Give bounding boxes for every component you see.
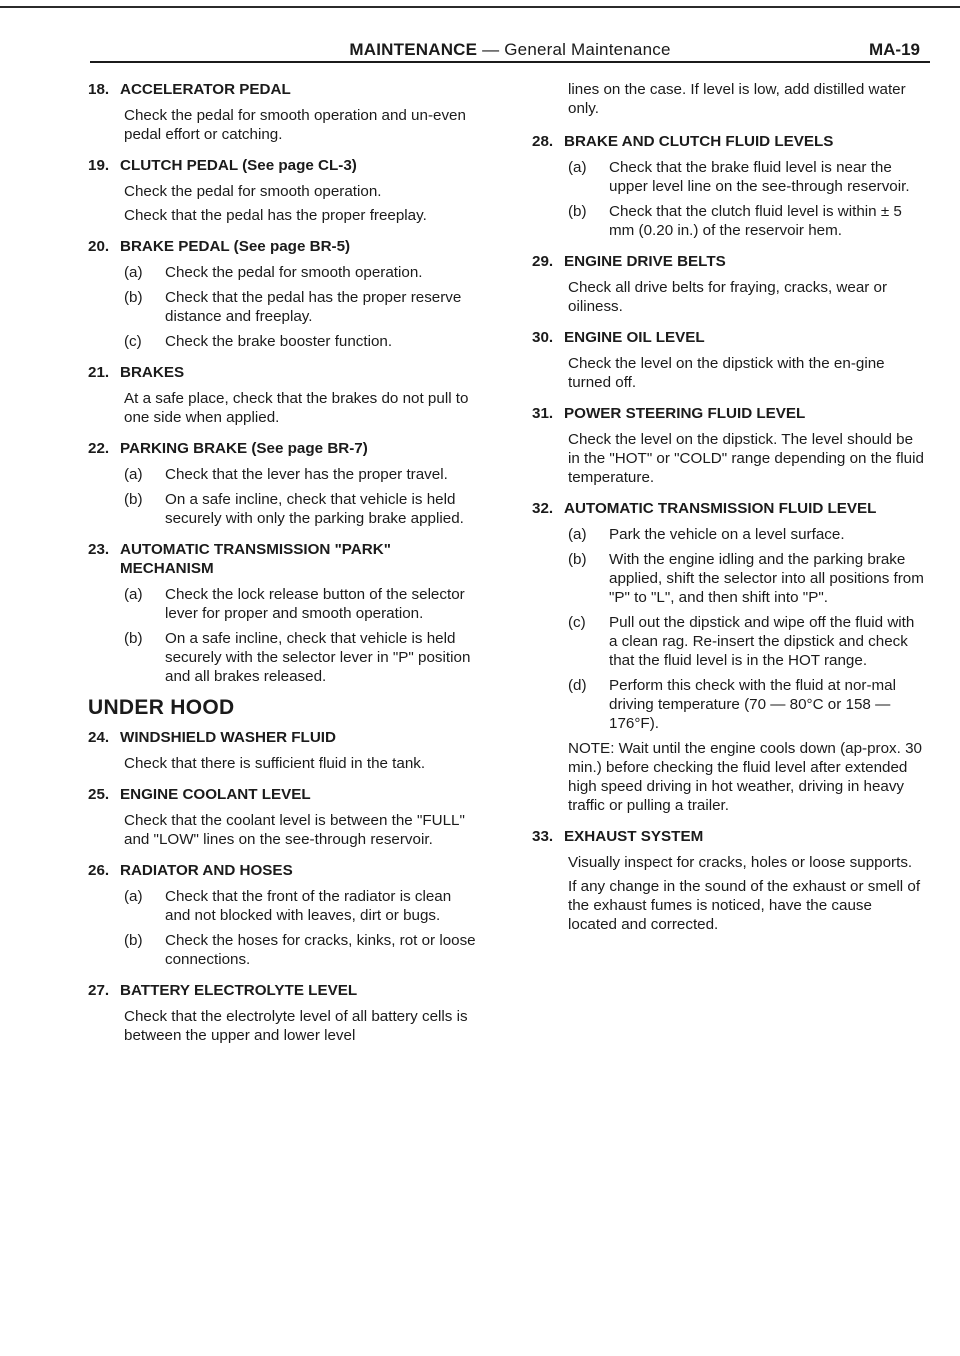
item-number: 29.	[532, 253, 554, 270]
item-heading	[88, 156, 480, 175]
procedure-item	[532, 827, 924, 934]
sub-step-label: (a)	[124, 466, 143, 483]
sub-step	[568, 676, 924, 733]
item-title: EXHAUST SYSTEM	[564, 828, 704, 845]
item-heading	[88, 981, 480, 1000]
item-number: 24.	[88, 729, 110, 746]
top-border-line	[0, 6, 960, 8]
sub-step-label: (d)	[568, 677, 587, 694]
sub-step	[124, 465, 480, 484]
item-number: 31.	[532, 405, 554, 422]
sub-step-text: Check that the brake fluid level is near the upper level line on the see-through reservoir.	[609, 159, 910, 195]
sub-step	[568, 550, 924, 607]
sub-step	[124, 490, 480, 528]
note-text: NOTE: Wait until the engine cools down (ap-prox. 30 min.) before checking the fluid level after extended high speed driving in hot weather, driving in heavy traffic or pulling a trailer.	[568, 740, 922, 814]
item-title: ENGINE DRIVE BELTS	[564, 253, 726, 270]
item-title: ACCELERATOR PEDAL	[120, 81, 291, 98]
section-heading: UNDER HOOD	[88, 696, 235, 719]
item-heading	[88, 728, 480, 747]
item-text: Check all drive belts for fraying, cracks, wear or oiliness.	[568, 279, 888, 315]
item-heading	[532, 328, 924, 347]
item-text: Check the level on the dipstick. The level should be in the "HOT" or "COLD" range depending on the fluid temperature.	[568, 431, 924, 486]
sub-step-text: Check that the lever has the proper travel.	[165, 466, 448, 483]
sub-step-label: (a)	[568, 159, 587, 176]
procedure-item	[532, 499, 924, 815]
item-text: Check that the coolant level is between the "FULL" and "LOW" lines on the see-through reservoir.	[124, 812, 465, 848]
item-heading	[532, 404, 924, 423]
item-text: Visually inspect for cracks, holes or loose supports.	[568, 854, 913, 871]
sub-step-label: (a)	[124, 264, 143, 281]
item-number: 22.	[88, 440, 110, 457]
sub-step-text: Check the lock release button of the selector lever for proper and smooth operation.	[165, 586, 465, 622]
sub-step	[124, 332, 480, 351]
item-title: AUTOMATIC TRANSMISSION "PARK" MECHANISM	[120, 541, 391, 577]
page-header	[90, 38, 930, 64]
item-number: 26.	[88, 862, 110, 879]
sub-step	[124, 887, 480, 925]
procedure-item	[88, 363, 480, 427]
sub-step-text: Check that the clutch fluid level is within ± 5 mm (0.20 in.) of the reservoir hem.	[609, 203, 902, 239]
sub-step-text: Check the brake booster function.	[165, 333, 393, 350]
item-title: RADIATOR AND HOSES	[120, 862, 293, 879]
header-title	[90, 40, 930, 60]
item-title: WINDSHIELD WASHER FLUID	[120, 729, 336, 746]
procedure-item	[532, 404, 924, 487]
sub-step	[568, 158, 924, 196]
procedure-item	[88, 728, 480, 773]
item-title: POWER STEERING FLUID LEVEL	[564, 405, 806, 422]
sub-step-label: (b)	[124, 630, 143, 647]
procedure-item	[532, 252, 924, 316]
item-heading	[88, 785, 480, 804]
procedure-item	[88, 785, 480, 849]
sub-step-label: (a)	[124, 586, 143, 603]
sub-step	[568, 525, 924, 544]
procedure-item	[88, 540, 480, 686]
item-number: 32.	[532, 500, 554, 517]
sub-step-label: (b)	[568, 203, 587, 220]
item-text: At a safe place, check that the brakes do not pull to one side when applied.	[124, 390, 469, 426]
item-heading	[532, 499, 924, 518]
item-number: 19.	[88, 157, 110, 174]
procedure-item	[88, 861, 480, 969]
sub-step-text: On a safe incline, check that vehicle is held securely with the selector lever in "P" position and all brakes released.	[165, 630, 471, 685]
item-text: If any change in the sound of the exhaust or smell of the exhaust fumes is noticed, have the cause located and corrected.	[568, 878, 921, 933]
item-title: BRAKE AND CLUTCH FLUID LEVELS	[564, 133, 834, 150]
sub-step-text: Check that the front of the radiator is clean and not blocked with leaves, dirt or bugs.	[165, 888, 452, 924]
procedure-item	[88, 981, 480, 1045]
sub-step-label: (b)	[124, 491, 143, 508]
sub-step-label: (b)	[568, 551, 587, 568]
item-title: PARKING BRAKE (See page BR-7)	[120, 440, 368, 457]
item-heading	[88, 861, 480, 880]
item-title: ENGINE COOLANT LEVEL	[120, 786, 311, 803]
item-title: ENGINE OIL LEVEL	[564, 329, 705, 346]
right-column	[532, 80, 924, 946]
item-title: BRAKES	[120, 364, 185, 381]
sub-step	[124, 629, 480, 686]
sub-step	[124, 585, 480, 623]
continued-text: lines on the case. If level is low, add distilled water only.	[568, 81, 906, 117]
sub-step-text: With the engine idling and the parking brake applied, shift the selector into all positions from "P" to "L", and then shift into "P".	[609, 551, 924, 606]
sub-step-text: Park the vehicle on a level surface.	[609, 526, 845, 543]
item-heading	[532, 132, 924, 151]
procedure-item	[88, 80, 480, 144]
sub-step	[124, 288, 480, 326]
item-title: CLUTCH PEDAL (See page CL-3)	[120, 157, 357, 174]
sub-step-label: (a)	[124, 888, 143, 905]
sub-step	[124, 931, 480, 969]
item-heading	[88, 540, 480, 578]
procedure-item	[532, 328, 924, 392]
procedure-item	[88, 439, 480, 528]
sub-step-label: (c)	[568, 614, 586, 631]
item-text: Check the pedal for smooth operation and un-even pedal effort or catching.	[124, 107, 466, 143]
item-heading	[88, 439, 480, 458]
item-heading	[88, 237, 480, 256]
left-column	[88, 80, 480, 1057]
item-number: 20.	[88, 238, 110, 255]
sub-step-label: (c)	[124, 333, 142, 350]
item-number: 28.	[532, 133, 554, 150]
item-title: AUTOMATIC TRANSMISSION FLUID LEVEL	[564, 500, 877, 517]
item-number: 30.	[532, 329, 554, 346]
sub-step-text: Pull out the dipstick and wipe off the fluid with a clean rag. Re-insert the dipstick and check that the fluid level is in the HOT range.	[609, 614, 915, 669]
item-text: Check the level on the dipstick with the en-gine turned off.	[568, 355, 885, 391]
sub-step-text: Check the pedal for smooth operation.	[165, 264, 423, 281]
item-title: BATTERY ELECTROLYTE LEVEL	[120, 982, 358, 999]
procedure-item	[88, 156, 480, 225]
sub-step-label: (b)	[124, 289, 143, 306]
header-subsection: — General Maintenance	[482, 40, 671, 59]
item-text: Check that there is sufficient fluid in the tank.	[124, 755, 426, 772]
sub-step-text: Check that the pedal has the proper reserve distance and freeplay.	[165, 289, 462, 325]
procedure-item	[88, 237, 480, 351]
item-heading	[88, 80, 480, 99]
procedure-item	[532, 132, 924, 240]
item-text: Check that the electrolyte level of all battery cells is between the upper and lower level	[124, 1008, 468, 1044]
item-heading	[88, 363, 480, 382]
sub-step-text: On a safe incline, check that vehicle is held securely with only the parking brake applied.	[165, 491, 464, 527]
sub-step-text: Check the hoses for cracks, kinks, rot or loose connections.	[165, 932, 476, 968]
item-number: 27.	[88, 982, 110, 999]
item-text: Check the pedal for smooth operation.	[124, 183, 382, 200]
header-section: MAINTENANCE	[349, 40, 478, 59]
item-heading	[532, 827, 924, 846]
item-number: 25.	[88, 786, 110, 803]
item-number: 23.	[88, 541, 110, 558]
item-number: 21.	[88, 364, 110, 381]
sub-step-label: (a)	[568, 526, 587, 543]
sub-step	[568, 613, 924, 670]
sub-step	[124, 263, 480, 282]
sub-step-label: (b)	[124, 932, 143, 949]
item-number: 18.	[88, 81, 110, 98]
sub-step	[568, 202, 924, 240]
sub-step-text: Perform this check with the fluid at nor-mal driving temperature (70 — 80°C or 158 — 176°F).	[609, 677, 896, 732]
item-text: Check that the pedal has the proper freeplay.	[124, 207, 427, 224]
item-heading	[532, 252, 924, 271]
page-number: MA-19	[868, 40, 920, 59]
item-number: 33.	[532, 828, 554, 845]
header-rule	[90, 61, 930, 63]
item-title: BRAKE PEDAL (See page BR-5)	[120, 238, 351, 255]
